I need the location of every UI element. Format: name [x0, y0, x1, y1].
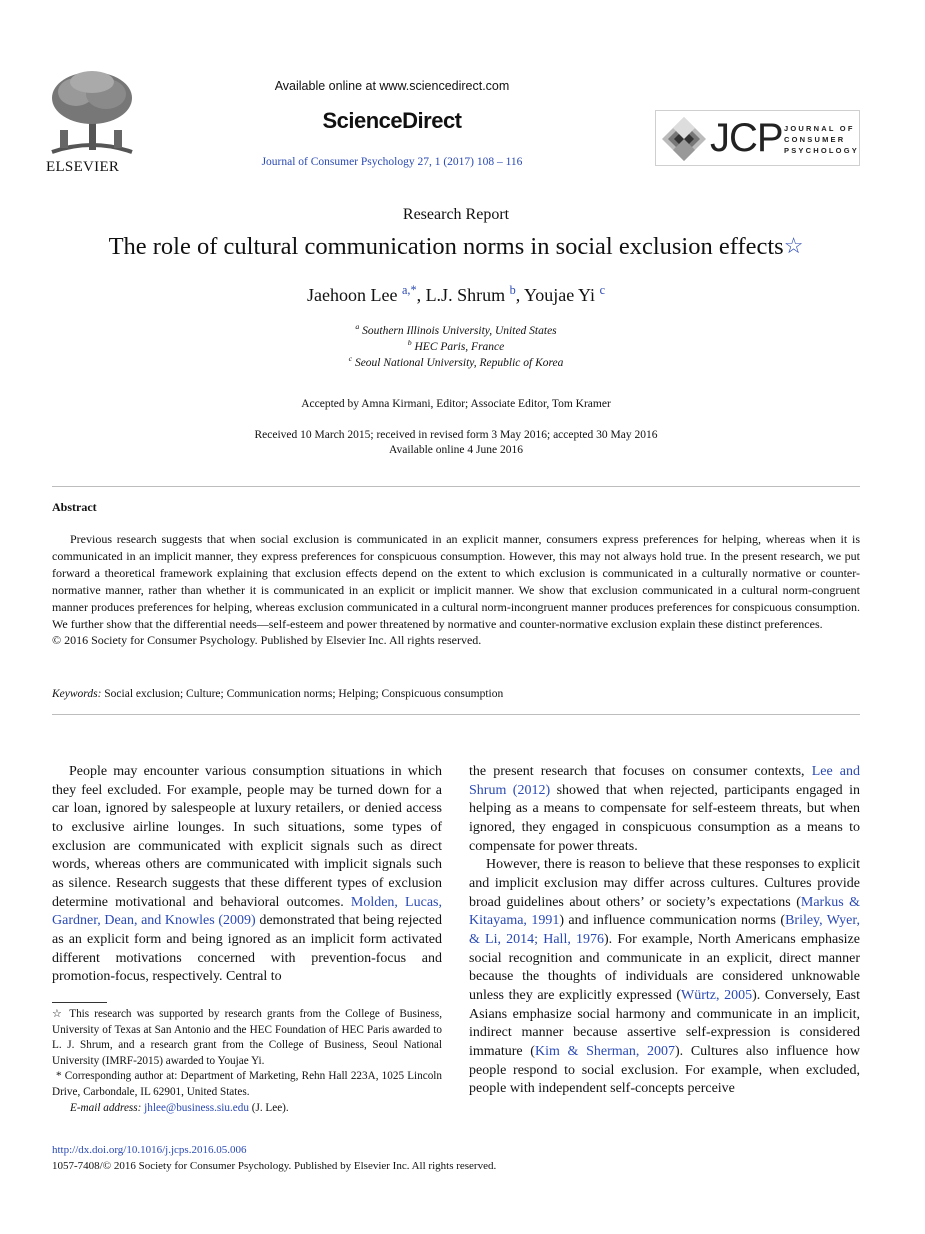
- jcp-acronym: JCP: [710, 116, 783, 160]
- footnote-corresponding: * Corresponding author at: Department of Marketing, Rehn Hall 223A, 1025 Lincoln Drive, Carbondale, IL 62901, United States.: [52, 1070, 443, 1098]
- jcp-diamond-icon: [660, 115, 708, 163]
- citation-lee-shrum-2012[interactable]: Lee and Shrum (2012): [469, 764, 860, 798]
- author-2-sup[interactable]: b: [509, 283, 516, 297]
- affiliation-c: $^c$ Seoul National University, Republic of Korea: [348, 354, 564, 369]
- jcp-line-1: JOURNAL OF: [784, 124, 855, 133]
- author-1[interactable]: Jaehoon Lee: [306, 285, 398, 305]
- article-title: [0, 233, 912, 261]
- editor-line: Accepted by Amna Kirmani, Editor; Associate Editor, Tom Kramer: [301, 398, 611, 410]
- jcp-logo: [655, 110, 860, 166]
- citation-wurtz-2005[interactable]: Würtz, 2005: [681, 987, 753, 1003]
- abstract-section: [52, 531, 860, 649]
- page-footer: [52, 1143, 496, 1174]
- journal-citation-link[interactable]: Journal of Consumer Psychology 27, 1 (2017) 108 – 116: [261, 156, 523, 168]
- abstract-text: Previous research suggests that when social exclusion is communicated in an explicit manner, consumers express preferences for helping, whereas when it is communicated in an implicit manner, they express preferences for conspicuous consumption. However, this may not always hold true. In the present research, we put forward a theoretical framework explaining that exclusion effects depend on the extent to which exclusion is communicated in a culturally normative or counter-normative manner, rather than whether it is communicated in an explicit or implicit manner. We show that exclusion communicated in a cultural norm-congruent manner produces preferences for helping, whereas exclusion communicated in a cultural norm-incongruent manner produces preferences for conspicuous consumption. We further show that the differential needs—self-esteem and power threatened by normative and counter-normative exclusion explain these distinct preferences.: [52, 532, 860, 631]
- jcp-line-3: PSYCHOLOGY: [784, 146, 859, 155]
- author-sep-1: ,: [416, 285, 426, 305]
- affiliation-a: $^a$ Southern Illinois University, United States: [355, 322, 557, 337]
- issn-copyright: 1057-7408/© 2016 Society for Consumer Psychology. Published by Elsevier Inc. All rights reserved.: [52, 1159, 497, 1172]
- jcp-line-2: CONSUMER: [784, 135, 846, 144]
- received-dates: Received 10 March 2015; received in revised form 3 May 2016; accepted 30 May 2016: [254, 429, 658, 441]
- elsevier-tree-icon: [46, 68, 138, 156]
- body-paragraph-2: the present research that focuses on consumer contexts, Lee and Shrum (2012) showed that when rejected, participants engaged in helping as a means to compensate for self-esteem threats, but when ignored, they engaged in conspicuous consumption as a means to compensate for power threats.: [469, 764, 861, 854]
- keywords: [52, 688, 503, 700]
- body-paragraph-3: However, there is reason to believe that these responses to explicit and implicit exclusion may differ across cultures. Cultures provide broad guidelines about others’ or society’s expectations (Markus & Kitayama, 1991) and influence communication norms (Briley, Wyer, & Li, 2014; Hall, 1976). For example, North Americans emphasize social recognition and communicate in an explicit, direct manner because the thoughts of individuals are considered unknowable unless they are explicitly expressed (Würtz, 2005). Conversely, East Asians emphasize social harmony and communicate in an implicit, indirect manner because assertive self-expression is considered immature (Kim & Sherman, 2007). Cultures also influence how people respond to social exclusion. For example, when excluded, people with independent self-concepts perceive: [469, 857, 861, 1097]
- author-1-sup[interactable]: a,*: [401, 283, 417, 297]
- footnote-email: E-mail address: jhlee@business.siu.edu (J. Lee).: [70, 1101, 289, 1114]
- body-paragraph-1: People may encounter various consumption situations in which they feel excluded. For example, people may be turned down for a car loan, ignored by salespeople at luxury retailers, or denied access to exclusive airline lounges. In such situations, some types of exclusion are communicated with explicit signals such as direct words, whereas others are communicated with implicit signals such as silence. Research suggests that these different types of exclusion determine motivational and behavioral outcomes. Molden, Lucas, Gardner, Dean, and Knowles (2009) demonstrated that being rejected as an explicit form and being ignored as an implicit form activated different motivations concerned with prevention-focus and promotion-focus, respectively. Central to: [52, 764, 443, 985]
- affiliations: [0, 323, 912, 371]
- footnotes: [52, 1007, 442, 1116]
- citation-kim-sherman-2007[interactable]: Kim & Sherman, 2007: [534, 1043, 676, 1059]
- author-3-sup[interactable]: c: [599, 283, 605, 297]
- journal-citation[interactable]: [232, 156, 552, 168]
- footnote-divider: [52, 1002, 107, 1003]
- available-online-text: Available online at www.sciencedirect.com: [274, 79, 510, 93]
- abstract-copyright: © 2016 Society for Consumer Psychology. Published by Elsevier Inc. All rights reserved.: [52, 633, 482, 648]
- author-2[interactable]: L.J. Shrum: [425, 285, 506, 305]
- keywords-list: Social exclusion; Culture; Communication norms; Helping; Conspicuous consumption: [104, 688, 504, 700]
- citation-briley-hall[interactable]: Briley, Wyer, & Li, 2014; Hall, 1976: [469, 913, 860, 947]
- article-type: Research Report: [402, 206, 510, 223]
- body-right-column: [469, 763, 860, 1099]
- doi-link[interactable]: http://dx.doi.org/10.1016/j.jcps.2016.05.006: [52, 1144, 247, 1156]
- keywords-label: Keywords:: [52, 688, 102, 700]
- title-star-icon[interactable]: ☆: [783, 233, 804, 258]
- elsevier-logo: [46, 68, 138, 174]
- email-link[interactable]: jhlee@business.siu.edu: [144, 1101, 249, 1114]
- jcp-fullname: [784, 123, 859, 156]
- divider-top: [52, 486, 860, 487]
- author-sep-2: ,: [515, 285, 525, 305]
- available-date: Available online 4 June 2016: [389, 444, 523, 456]
- sciencedirect-wordmark: ScienceDirect: [322, 108, 462, 133]
- article-title-text: The role of cultural communication norms in social exclusion effects: [108, 233, 784, 260]
- affiliation-b: $^b$ HEC Paris, France: [407, 338, 505, 353]
- footnote-funding: ☆ This research was supported by research grants from the College of Business, University of Texas at San Antonio and the HEC Foundation of HEC Paris awarded to L. J. Shrum, and a research grant from the College of Business, Seoul National University (IMRF-2015) awarded to Youjae Yi.: [52, 1008, 442, 1067]
- body-left-column: [52, 763, 442, 987]
- divider-bottom: [52, 714, 860, 715]
- citation-markus-1991[interactable]: Markus & Kitayama, 1991: [469, 894, 860, 929]
- publisher-name: ELSEVIER: [46, 159, 120, 175]
- author-list: [0, 285, 912, 306]
- abstract-heading: Abstract: [52, 500, 97, 514]
- author-3[interactable]: Youjae Yi: [524, 285, 596, 305]
- footnote-star-icon: ☆: [52, 1008, 65, 1020]
- citation-molden-2009[interactable]: Molden, Lucas, Gardner, Dean, and Knowles (2009): [52, 894, 442, 929]
